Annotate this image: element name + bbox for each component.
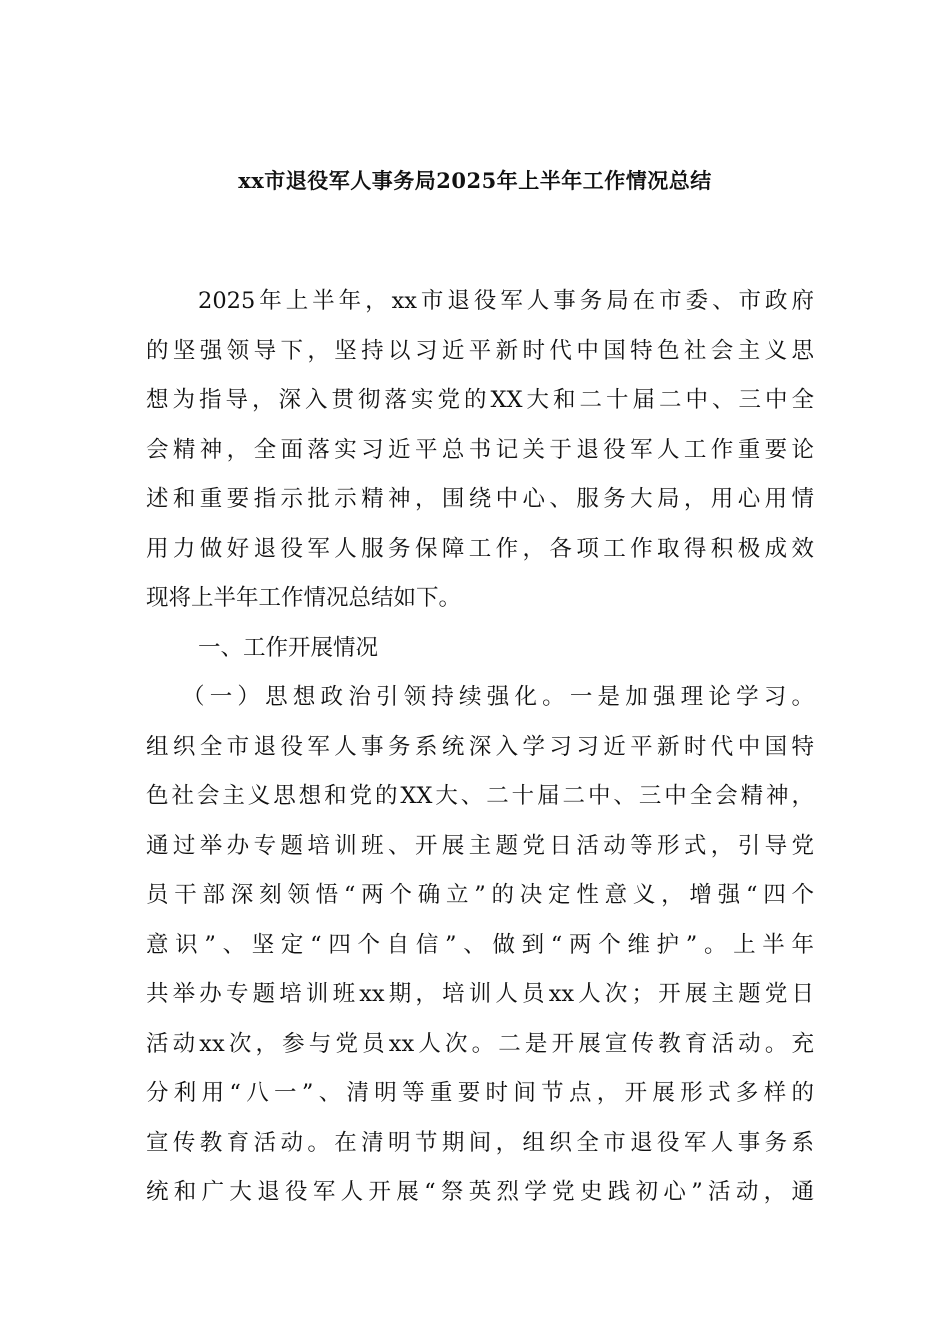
section-heading: 一、工作开展情况 (198, 634, 379, 661)
document-title: xx市退役军人事务局2025年上半年工作情况总结 (238, 168, 712, 193)
document-body (146, 277, 814, 1218)
paragraph-line: 共举办专题培训班xx期，培训人员xx人次；开展主题党日 (146, 981, 814, 1007)
paragraph-line: 宣传教育活动。在清明节期间，组织全市退役军人事务系 (146, 1129, 814, 1156)
paragraph-line: 色社会主义思想和党的XX大、二十届二中、三中全会精神， (146, 783, 814, 809)
paragraph-line: 2025年上半年，xx市退役军人事务局在市委、市政府 (198, 288, 814, 314)
paragraph-line: 统和广大退役军人开展“祭英烈学党史践初心”活动，通 (146, 1179, 814, 1205)
paragraph-line: 想为指导，深入贯彻落实党的XX大和二十届二中、三中全 (146, 387, 814, 413)
paragraph-line: 意识”、坚定“四个自信”、做到“两个维护”。上半年 (146, 931, 814, 958)
paragraph-line: 活动xx次，参与党员xx人次。二是开展宣传教育活动。充 (146, 1030, 814, 1057)
paragraph-line: 会精神，全面落实习近平总书记关于退役军人工作重要论 (146, 436, 814, 463)
subsection-line: （一）思想政治引领持续强化。一是加强理论学习。 (182, 684, 814, 710)
paragraph-line: 现将上半年工作情况总结如下。 (146, 585, 462, 611)
paragraph-line: 用力做好退役军人服务保障工作，各项工作取得积极成效 (146, 535, 814, 562)
paragraph-line: 分利用“八一”、清明等重要时间节点，开展形式多样的 (146, 1080, 814, 1106)
paragraph-line: 员干部深刻领悟“两个确立”的决定性意义，增强“四个 (146, 882, 814, 908)
paragraph-line: 通过举办专题培训班、开展主题党日活动等形式，引导党 (146, 832, 814, 859)
paragraph-line: 组织全市退役军人事务系统深入学习习近平新时代中国特 (146, 733, 814, 760)
paragraph-line: 的坚强领导下，坚持以习近平新时代中国特色社会主义思 (146, 337, 814, 364)
paragraph-line: 述和重要指示批示精神，围绕中心、服务大局，用心用情 (146, 486, 814, 512)
